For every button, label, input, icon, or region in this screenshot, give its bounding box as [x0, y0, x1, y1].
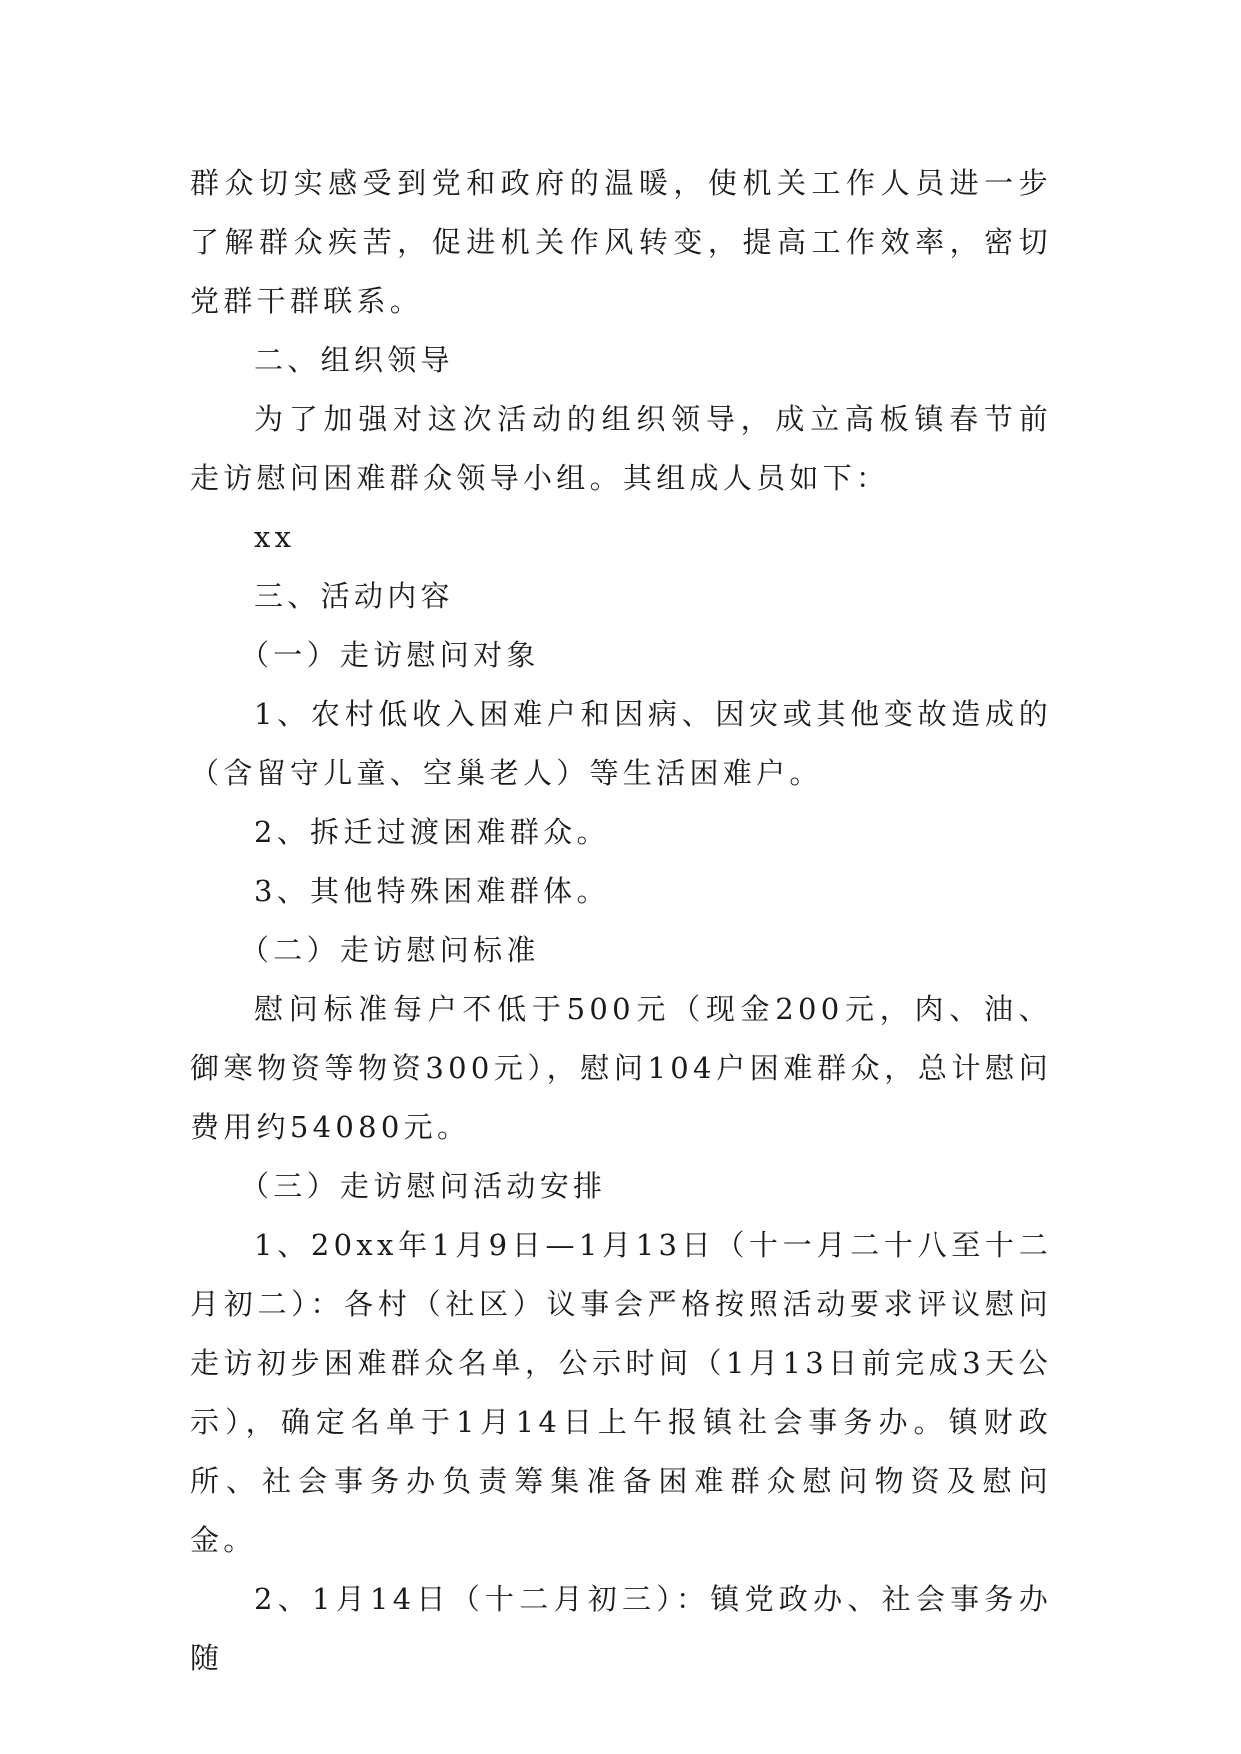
list-item-schedule-1: 1、20xx年1月9日—1月13日（十一月二十八至十二月初二）：各村（社区）议事会严格按照活动要求评议慰问走访初步困难群众名单，公示时间（1月13日前完成3天公示），确定名单于1月14日上午报镇社会事务办。镇财政所、社会事务办负责筹集准备困难群众慰问物资及慰问金。	[190, 1228, 1052, 1557]
list-item-target-1: 1、农村低收入困难户和因病、因灾或其他变故造成的（含留守儿童、空巢老人）等生活困难户。	[190, 697, 1052, 790]
paragraph-intro-continued: 群众切实感受到党和政府的温暖，使机关工作人员进一步了解群众疾苦，促进机关作风转变，提高工作效率，密切党群干群联系。	[190, 166, 1052, 318]
paragraph-visit-standard: 慰问标准每户不低于500元（现金200元，肉、油、御寒物资等物资300元），慰问104户困难群众，总计慰问费用约54080元。	[190, 992, 1052, 1144]
heading-activity-content: 三、活动内容	[254, 579, 454, 613]
document-body	[190, 154, 1052, 1688]
heading-organization-leadership: 二、组织领导	[254, 343, 454, 377]
paragraph-members-placeholder: xx	[254, 520, 296, 554]
list-item-target-2: 2、拆迁过渡困难群众。	[254, 815, 610, 849]
subheading-visit-standard: （二）走访慰问标准	[240, 933, 540, 967]
list-item-target-3: 3、其他特殊困难群体。	[254, 874, 610, 908]
paragraph-leadership-group: 为了加强对这次活动的组织领导，成立高板镇春节前走访慰问困难群众领导小组。其组成人员如下：	[190, 402, 1052, 495]
list-item-schedule-2: 2、1月14日（十二月初三）：镇党政办、社会事务办随	[190, 1582, 1052, 1675]
subheading-visit-schedule: （三）走访慰问活动安排	[240, 1169, 607, 1203]
subheading-visit-targets: （一）走访慰问对象	[240, 638, 540, 672]
